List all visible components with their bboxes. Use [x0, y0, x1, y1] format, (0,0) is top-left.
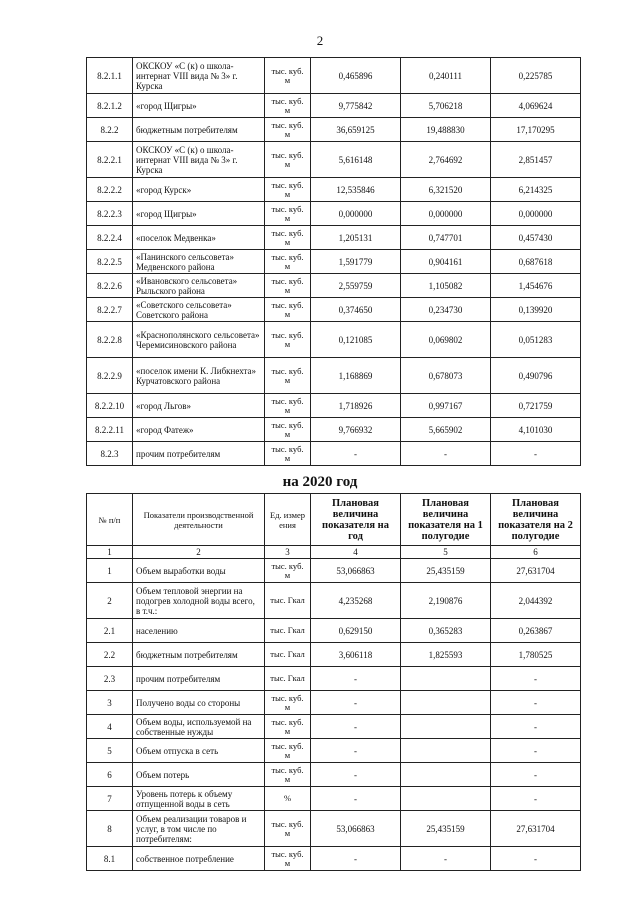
row-value-year: 9,775842: [311, 94, 401, 118]
row-number: 2.1: [87, 619, 133, 643]
row-value-h1: 0,240111: [401, 58, 491, 94]
row-value-h2: -: [491, 667, 581, 691]
table-row: [87, 715, 581, 739]
row-number: 8.2.2.9: [87, 358, 133, 394]
row-unit: тыс. куб. м: [265, 442, 311, 466]
row-number: 8.2.2.3: [87, 202, 133, 226]
row-unit: тыс. куб. м: [265, 847, 311, 871]
row-indicator: «город Льгов»: [133, 394, 265, 418]
row-number: 8.2.2.4: [87, 226, 133, 250]
row-value-h2: 27,631704: [491, 811, 581, 847]
row-value-year: 2,559759: [311, 274, 401, 298]
row-indicator: «Панинского сельсовета» Медвенского района: [133, 250, 265, 274]
row-value-year: -: [311, 763, 401, 787]
header-unit: Ед. измер ения: [265, 494, 311, 546]
table-row: [87, 763, 581, 787]
col-number: 4: [311, 546, 401, 559]
table-row: [87, 322, 581, 358]
row-value-h1: 0,365283: [401, 619, 491, 643]
row-value-year: 0,121085: [311, 322, 401, 358]
row-number: 2.3: [87, 667, 133, 691]
row-value-h2: -: [491, 763, 581, 787]
page-number: 2: [316, 33, 324, 48]
row-value-h2: 0,000000: [491, 202, 581, 226]
table-row: [87, 274, 581, 298]
row-value-h2: -: [491, 739, 581, 763]
row-value-year: 1,718926: [311, 394, 401, 418]
row-value-h1: 25,435159: [401, 811, 491, 847]
row-number: 5: [87, 739, 133, 763]
row-number: 8.2.1.1: [87, 58, 133, 94]
table-row: [87, 739, 581, 763]
row-unit: тыс. куб. м: [265, 250, 311, 274]
row-indicator: «Ивановского сельсовета» Рыльского района: [133, 274, 265, 298]
row-indicator: Уровень потерь к объему отпущенной воды в сеть: [133, 787, 265, 811]
row-value-year: -: [311, 442, 401, 466]
row-number: 8.1: [87, 847, 133, 871]
row-value-h1: [401, 691, 491, 715]
row-value-h2: -: [491, 847, 581, 871]
row-value-h1: 2,190876: [401, 583, 491, 619]
row-value-h1: [401, 763, 491, 787]
row-value-year: 9,766932: [311, 418, 401, 442]
row-indicator: «город Курск»: [133, 178, 265, 202]
row-unit: тыс. куб. м: [265, 394, 311, 418]
row-value-h1: 0,000000: [401, 202, 491, 226]
table-row: [87, 559, 581, 583]
row-indicator: Объем выработки воды: [133, 559, 265, 583]
row-indicator: Объем реализации товаров и услуг, в том числе по потребителям:: [133, 811, 265, 847]
row-value-h1: 5,706218: [401, 94, 491, 118]
row-number: 6: [87, 763, 133, 787]
table-row: [87, 691, 581, 715]
row-value-h2: 0,051283: [491, 322, 581, 358]
row-value-year: 1,168869: [311, 358, 401, 394]
row-indicator: ОКСКОУ «С (к) о школа-интернат VIII вида № 3» г. Курска: [133, 142, 265, 178]
row-unit: тыс. куб. м: [265, 358, 311, 394]
row-unit: тыс. куб. м: [265, 715, 311, 739]
row-value-year: 3,606118: [311, 643, 401, 667]
table-row: [87, 226, 581, 250]
row-value-h2: 27,631704: [491, 559, 581, 583]
row-value-year: -: [311, 691, 401, 715]
row-indicator: «город Фатеж»: [133, 418, 265, 442]
table-row: [87, 811, 581, 847]
row-indicator: «Краснополянского сельсовета» Черемисиновского района: [133, 322, 265, 358]
row-unit: тыс. куб. м: [265, 94, 311, 118]
row-value-year: -: [311, 787, 401, 811]
table-row: [87, 94, 581, 118]
row-indicator: Объем отпуска в сеть: [133, 739, 265, 763]
row-value-h1: 0,234730: [401, 298, 491, 322]
row-number: 8.2.2.10: [87, 394, 133, 418]
row-value-h2: 0,263867: [491, 619, 581, 643]
row-value-h1: 1,105082: [401, 274, 491, 298]
col-number: 2: [133, 546, 265, 559]
row-unit: тыс. куб. м: [265, 178, 311, 202]
row-value-h1: [401, 715, 491, 739]
row-value-h2: 0,139920: [491, 298, 581, 322]
row-number: 8.2.2.2: [87, 178, 133, 202]
row-value-h1: [401, 667, 491, 691]
table-row: [87, 667, 581, 691]
row-value-h1: 0,069802: [401, 322, 491, 358]
row-value-h2: -: [491, 715, 581, 739]
row-unit: тыс. куб. м: [265, 118, 311, 142]
row-unit: тыс. куб. м: [265, 274, 311, 298]
consumption-table-continued: [86, 57, 581, 466]
row-value-year: 1,205131: [311, 226, 401, 250]
col-number: 6: [491, 546, 581, 559]
row-indicator: Объем потерь: [133, 763, 265, 787]
row-value-h1: [401, 787, 491, 811]
row-unit: тыс. куб. м: [265, 58, 311, 94]
row-indicator: «город Щигры»: [133, 94, 265, 118]
header-indicator: Показатели производственной деятельности: [133, 494, 265, 546]
table-row: [87, 583, 581, 619]
row-unit: тыс. куб. м: [265, 811, 311, 847]
table-row: [87, 442, 581, 466]
row-value-h1: 0,904161: [401, 250, 491, 274]
col-number: 1: [87, 546, 133, 559]
row-value-year: 0,000000: [311, 202, 401, 226]
row-value-h2: 1,780525: [491, 643, 581, 667]
row-indicator: «Советского сельсовета» Советского района: [133, 298, 265, 322]
column-number-row: [87, 546, 581, 559]
header-plan-h1: Плановая величина показателя на 1 полугодие: [401, 494, 491, 546]
row-number: 8.2.2.8: [87, 322, 133, 358]
row-value-h2: 4,069624: [491, 94, 581, 118]
header-row: [87, 494, 581, 546]
row-number: 7: [87, 787, 133, 811]
row-indicator: бюджетным потребителям: [133, 643, 265, 667]
row-value-h2: 2,851457: [491, 142, 581, 178]
row-unit: тыс. куб. м: [265, 763, 311, 787]
row-indicator: Получено воды со стороны: [133, 691, 265, 715]
row-value-h2: -: [491, 691, 581, 715]
header-plan-year: Плановая величина показателя на год: [311, 494, 401, 546]
table-row: [87, 619, 581, 643]
row-value-h1: [401, 739, 491, 763]
table-row: [87, 787, 581, 811]
row-value-h1: 6,321520: [401, 178, 491, 202]
row-indicator: «поселок Медвенка»: [133, 226, 265, 250]
row-number: 8.2.2.6: [87, 274, 133, 298]
row-indicator: «город Щигры»: [133, 202, 265, 226]
row-value-h1: -: [401, 442, 491, 466]
row-value-year: -: [311, 739, 401, 763]
table-row: [87, 643, 581, 667]
row-value-h2: 0,225785: [491, 58, 581, 94]
row-indicator: «поселок имени К. Либкнехта» Курчатовского района: [133, 358, 265, 394]
row-number: 8: [87, 811, 133, 847]
row-unit: %: [265, 787, 311, 811]
row-indicator: Объем тепловой энергии на подогрев холодной воды всего, в т.ч.:: [133, 583, 265, 619]
row-value-h2: 1,454676: [491, 274, 581, 298]
row-value-year: 0,465896: [311, 58, 401, 94]
table-row: [87, 142, 581, 178]
row-number: 8.2.2.7: [87, 298, 133, 322]
row-value-h1: 19,488830: [401, 118, 491, 142]
table-caption-2020: на 2020 год: [282, 474, 358, 490]
row-unit: тыс. куб. м: [265, 298, 311, 322]
table-row: [87, 418, 581, 442]
row-value-year: -: [311, 715, 401, 739]
row-unit: тыс. куб. м: [265, 142, 311, 178]
row-indicator: бюджетным потребителям: [133, 118, 265, 142]
row-value-year: 36,659125: [311, 118, 401, 142]
table-row: [87, 202, 581, 226]
row-value-year: 0,629150: [311, 619, 401, 643]
row-indicator: Объем воды, используемой на собственные нужды: [133, 715, 265, 739]
row-unit: тыс. Гкал: [265, 667, 311, 691]
row-unit: тыс. куб. м: [265, 226, 311, 250]
row-value-year: -: [311, 667, 401, 691]
row-value-year: 53,066863: [311, 559, 401, 583]
row-number: 2: [87, 583, 133, 619]
row-indicator: населению: [133, 619, 265, 643]
row-value-h1: 0,678073: [401, 358, 491, 394]
row-unit: тыс. куб. м: [265, 322, 311, 358]
row-value-h2: 6,214325: [491, 178, 581, 202]
row-value-year: 5,616148: [311, 142, 401, 178]
row-value-year: 1,591779: [311, 250, 401, 274]
row-value-h1: 2,764692: [401, 142, 491, 178]
header-num: № п/п: [87, 494, 133, 546]
row-value-h1: 1,825593: [401, 643, 491, 667]
row-value-h2: 0,687618: [491, 250, 581, 274]
header-plan-h2: Плановая величина показателя на 2 полугодие: [491, 494, 581, 546]
row-indicator: прочим потребителям: [133, 667, 265, 691]
row-value-year: 53,066863: [311, 811, 401, 847]
row-unit: тыс. куб. м: [265, 202, 311, 226]
row-number: 8.2.2.5: [87, 250, 133, 274]
row-value-h1: 25,435159: [401, 559, 491, 583]
row-value-year: 0,374650: [311, 298, 401, 322]
row-number: 8.2.3: [87, 442, 133, 466]
row-number: 4: [87, 715, 133, 739]
col-number: 3: [265, 546, 311, 559]
row-number: 1: [87, 559, 133, 583]
table-row: [87, 847, 581, 871]
indicators-table-2020: [86, 493, 581, 871]
row-number: 8.2.1.2: [87, 94, 133, 118]
row-value-year: 12,535846: [311, 178, 401, 202]
row-value-h2: 0,457430: [491, 226, 581, 250]
row-number: 3: [87, 691, 133, 715]
table-row: [87, 58, 581, 94]
table-row: [87, 178, 581, 202]
row-value-h2: 2,044392: [491, 583, 581, 619]
table-row: [87, 118, 581, 142]
row-unit: тыс. куб. м: [265, 691, 311, 715]
row-number: 8.2.2.1: [87, 142, 133, 178]
row-value-h1: -: [401, 847, 491, 871]
row-value-h2: 4,101030: [491, 418, 581, 442]
row-number: 2.2: [87, 643, 133, 667]
row-value-h2: -: [491, 787, 581, 811]
table-row: [87, 298, 581, 322]
col-number: 5: [401, 546, 491, 559]
row-value-year: 4,235268: [311, 583, 401, 619]
row-value-h2: 0,721759: [491, 394, 581, 418]
row-value-h2: -: [491, 442, 581, 466]
row-value-h1: 0,997167: [401, 394, 491, 418]
row-unit: тыс. Гкал: [265, 583, 311, 619]
row-number: 8.2.2.11: [87, 418, 133, 442]
row-indicator: прочим потребителям: [133, 442, 265, 466]
row-value-h2: 17,170295: [491, 118, 581, 142]
table-row: [87, 358, 581, 394]
row-unit: тыс. куб. м: [265, 418, 311, 442]
row-value-h2: 0,490796: [491, 358, 581, 394]
row-unit: тыс. куб. м: [265, 559, 311, 583]
row-number: 8.2.2: [87, 118, 133, 142]
row-unit: тыс. Гкал: [265, 643, 311, 667]
row-unit: тыс. куб. м: [265, 739, 311, 763]
row-indicator: собственное потребление: [133, 847, 265, 871]
table-row: [87, 394, 581, 418]
row-value-h1: 5,665902: [401, 418, 491, 442]
row-unit: тыс. Гкал: [265, 619, 311, 643]
row-indicator: ОКСКОУ «С (к) о школа-интернат VIII вида № 3» г. Курска: [133, 58, 265, 94]
row-value-h1: 0,747701: [401, 226, 491, 250]
row-value-year: -: [311, 847, 401, 871]
table-row: [87, 250, 581, 274]
